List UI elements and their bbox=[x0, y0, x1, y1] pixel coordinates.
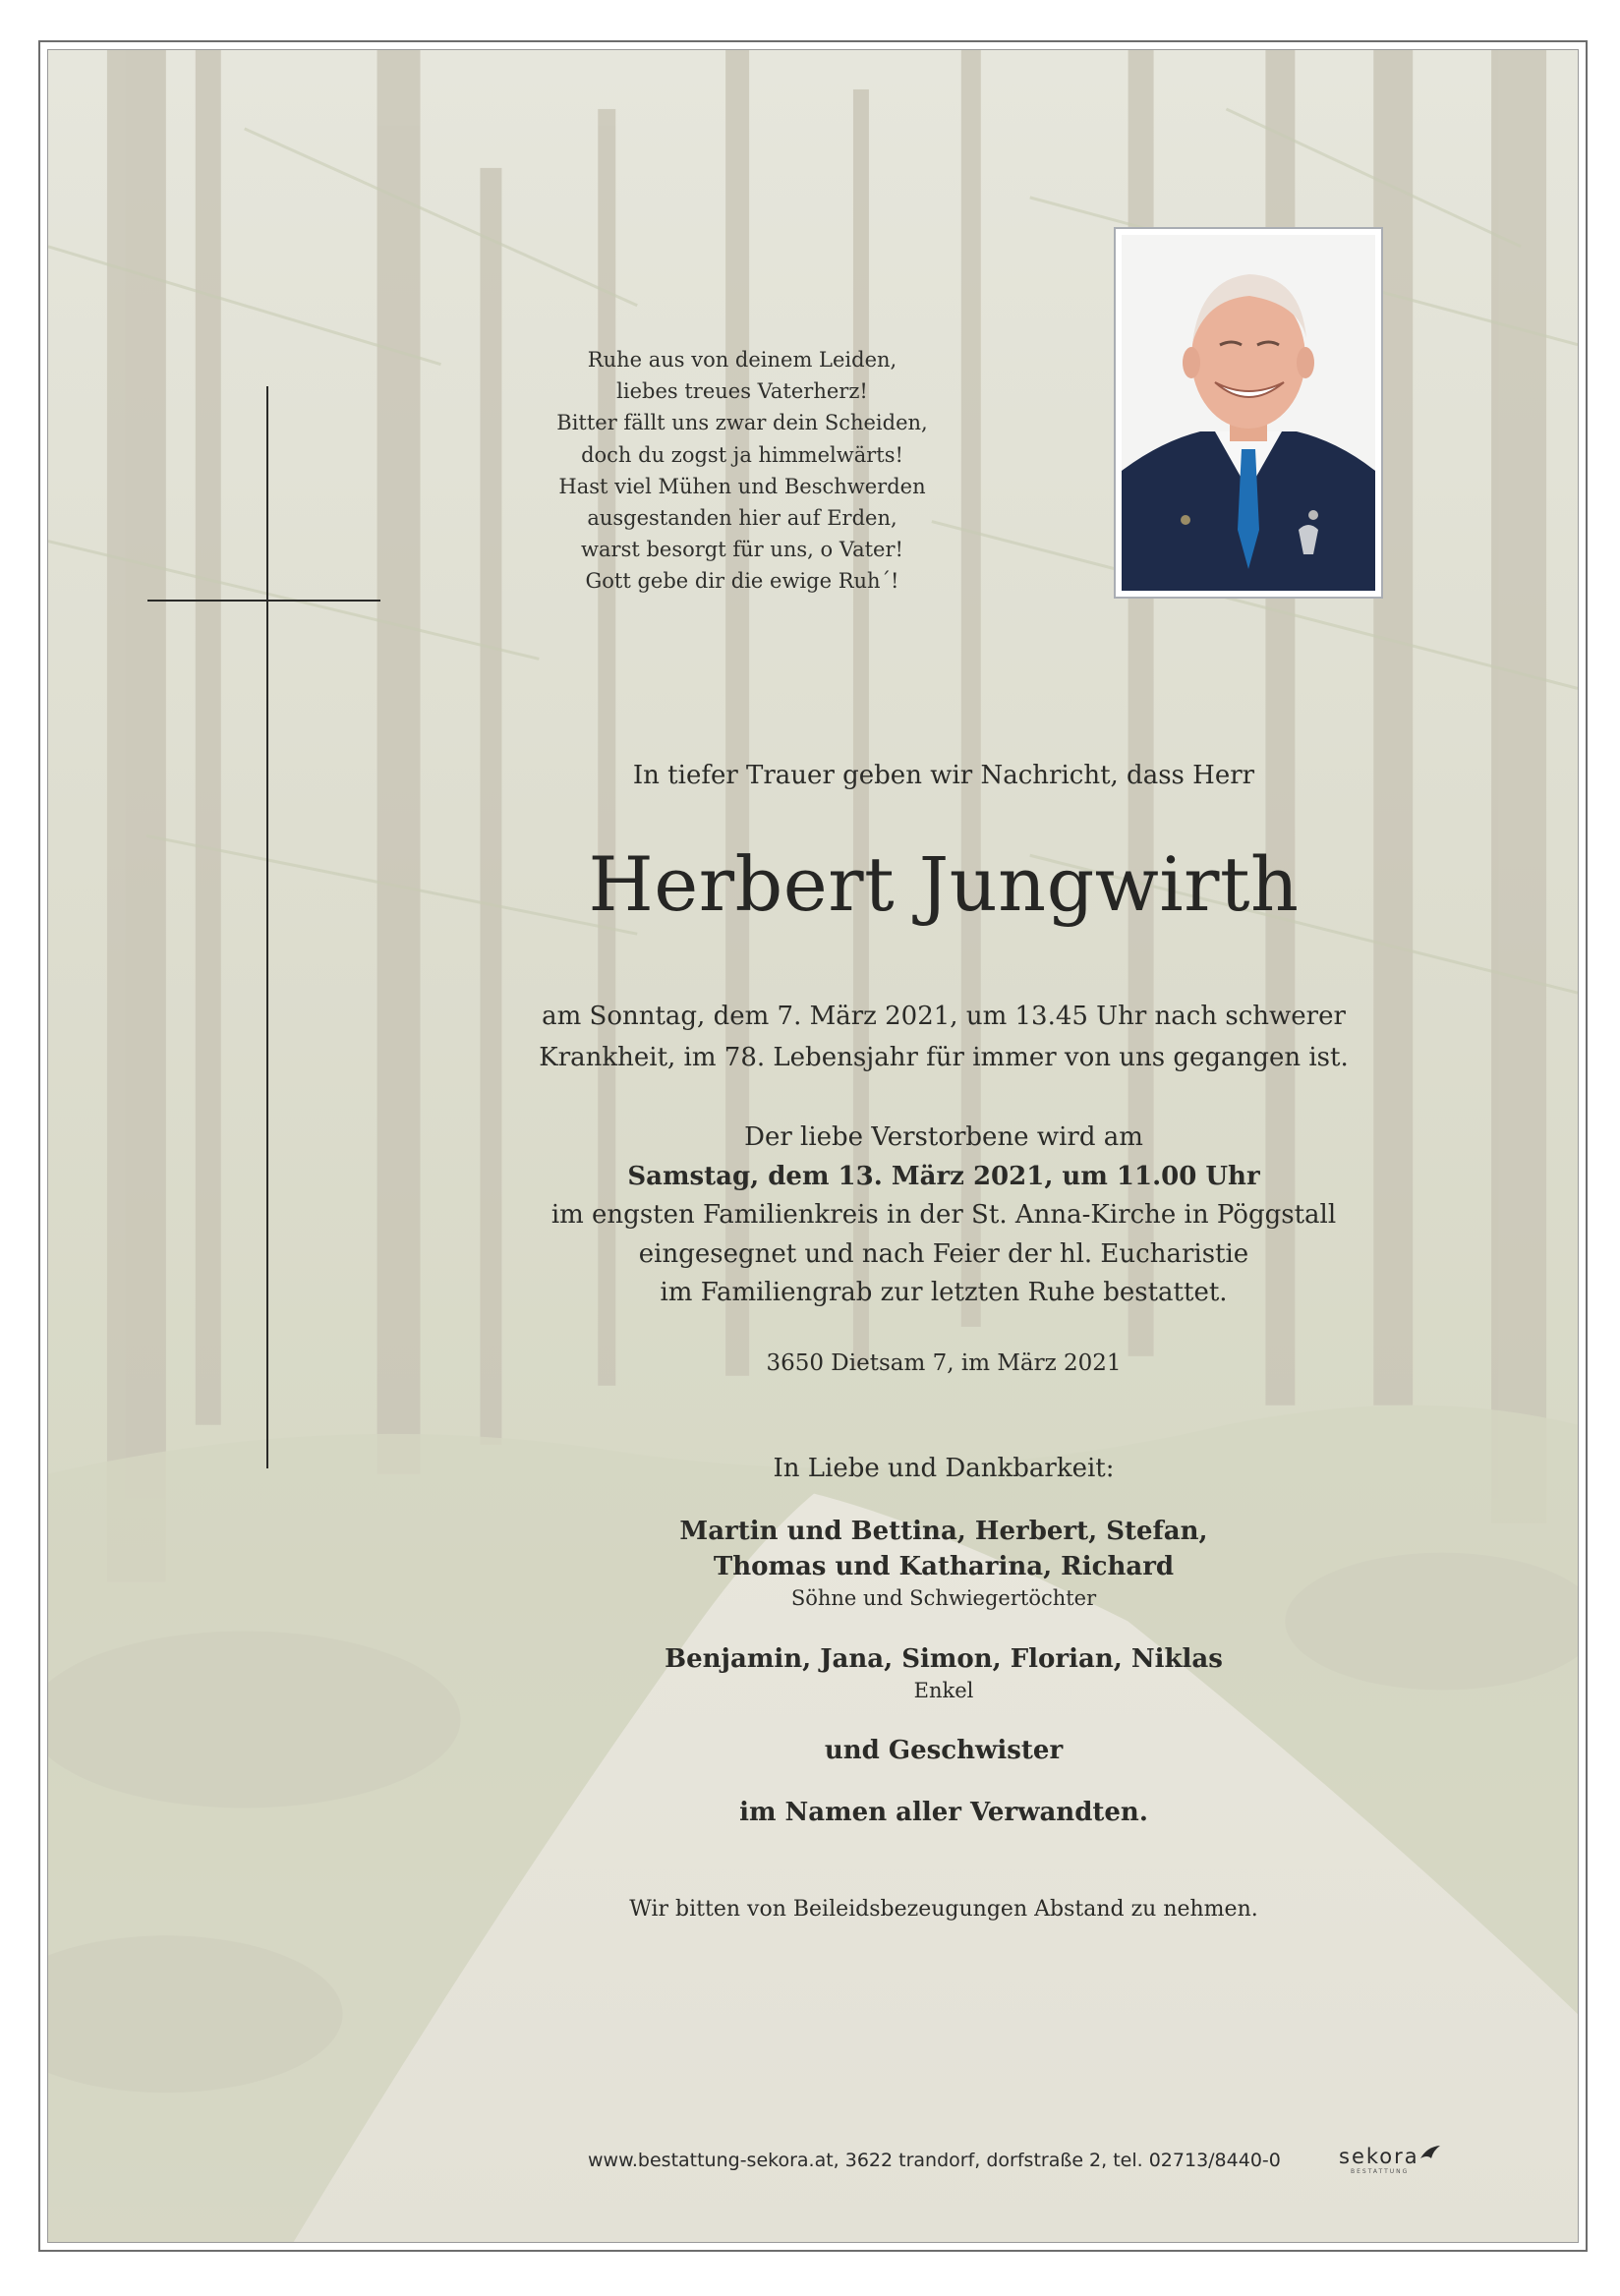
relatives-line: im Namen aller Verwandten. bbox=[739, 1798, 1148, 1827]
deceased-name: Herbert Jungwirth bbox=[588, 840, 1300, 928]
mourners-grandchildren bbox=[452, 1641, 1435, 1704]
gratitude-heading: In Liebe und Dankbarkeit: bbox=[773, 1454, 1115, 1483]
poem-line: Bitter fällt uns zwar dein Scheiden, bbox=[556, 411, 928, 435]
intro-text: In tiefer Trauer geben wir Nachricht, dass Herr bbox=[632, 761, 1255, 790]
sons-label: Söhne und Schwiegertöchter bbox=[790, 1586, 1097, 1610]
place-date: 3650 Dietsam 7, im März 2021 bbox=[766, 1350, 1122, 1376]
funeral-line: eingesegnet und nach Feier der hl. Eucharistie bbox=[638, 1238, 1249, 1269]
portrait-image bbox=[1122, 235, 1375, 591]
bird-icon bbox=[1419, 2145, 1441, 2160]
cross-vertical-bar bbox=[266, 386, 268, 1468]
mourners-sons bbox=[452, 1514, 1435, 1612]
sekora-logo bbox=[1339, 2145, 1447, 2178]
funeral-line: Der liebe Verstorbene wird am bbox=[744, 1122, 1143, 1152]
condolence-request: Wir bitten von Beileidsbezeugungen Abstand zu nehmen. bbox=[629, 1897, 1258, 1922]
siblings-line: und Geschwister bbox=[824, 1736, 1064, 1765]
logo-subtitle: BESTATTUNG bbox=[1351, 2168, 1410, 2175]
poem-line: ausgestanden hier auf Erden, bbox=[587, 506, 897, 531]
sons-line: Martin und Bettina, Herbert, Stefan, bbox=[679, 1517, 1208, 1546]
footer-address: www.bestattung-sekora.at, 3622 trandorf, dorfstraße 2, tel. 02713/8440-0 bbox=[588, 2150, 1281, 2171]
poem-line: warst besorgt für uns, o Vater! bbox=[581, 538, 903, 562]
funeral-details bbox=[452, 1119, 1435, 1313]
memorial-poem bbox=[472, 344, 1012, 598]
portrait-photo bbox=[1114, 227, 1383, 599]
poem-line: Ruhe aus von deinem Leiden, bbox=[587, 348, 897, 372]
funeral-line: im engsten Familienkreis in der St. Anna-Kirche in Pöggstall bbox=[550, 1200, 1337, 1230]
poem-line: Hast viel Mühen und Beschwerden bbox=[558, 474, 926, 498]
death-notice-line: am Sonntag, dem 7. März 2021, um 13.45 Uhr nach schwerer bbox=[542, 1002, 1346, 1031]
poem-line: doch du zogst ja himmelwärts! bbox=[581, 442, 903, 467]
funeral-line: im Familiengrab zur letzten Ruhe bestattet. bbox=[660, 1278, 1228, 1307]
logo-wordmark: sekora bbox=[1339, 2145, 1419, 2168]
poem-line: Gott gebe dir die ewige Ruh´! bbox=[585, 569, 899, 594]
cross-horizontal-bar bbox=[147, 600, 380, 602]
funeral-date: Samstag, dem 13. März 2021, um 11.00 Uhr bbox=[627, 1161, 1260, 1191]
death-notice bbox=[452, 996, 1435, 1078]
poem-line: liebes treues Vaterherz! bbox=[616, 379, 868, 404]
grandchildren-line: Benjamin, Jana, Simon, Florian, Niklas bbox=[665, 1644, 1223, 1674]
death-notice-line: Krankheit, im 78. Lebensjahr für immer von uns gegangen ist. bbox=[539, 1043, 1349, 1072]
grandchildren-label: Enkel bbox=[913, 1679, 974, 1702]
sons-line: Thomas und Katharina, Richard bbox=[713, 1552, 1175, 1581]
